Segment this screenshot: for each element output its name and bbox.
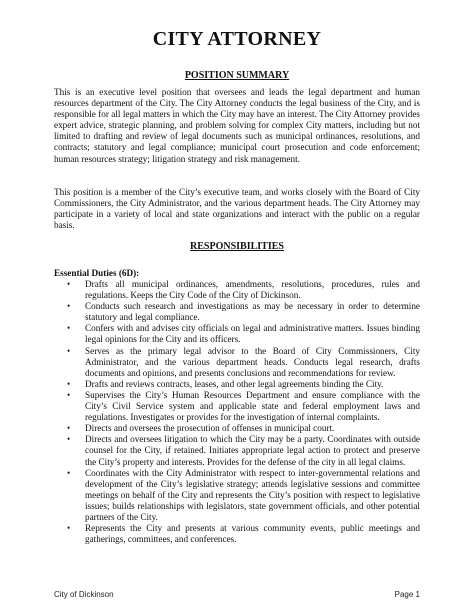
bullet-icon: • — [67, 323, 71, 334]
essential-duties-subheading: Essential Duties (6D): — [54, 268, 140, 278]
list-item — [54, 301, 420, 323]
position-summary-heading: POSITION SUMMARY — [184, 70, 290, 81]
duty-text: Directs and oversees the prosecution of offenses in municipal court. — [85, 423, 335, 434]
bullet-icon: • — [67, 389, 71, 400]
duty-text: Drafts all municipal ordinances, amendments, resolutions, procedures, rules and regulations. Keeps the City Code of the City of Dickinson. — [85, 279, 420, 301]
footer-city-name: City of Dickinson — [54, 590, 114, 599]
bullet-icon: • — [67, 301, 71, 312]
list-item — [54, 379, 420, 390]
duty-text: Directs and oversees litigation to which the City may be a party. Coordinates with outside counsel for the City, if retained. Initiates appropriate legal action to protect and preserve the City’s property and interests. Provides for the defense of the city in all legal claims. — [85, 434, 420, 467]
duties-list — [54, 279, 420, 545]
list-item — [54, 323, 420, 345]
list-item — [54, 468, 420, 523]
page-title: CITY ATTORNEY — [152, 28, 322, 50]
responsibilities-heading: RESPONSIBILITIES — [190, 241, 284, 252]
bullet-icon: • — [67, 467, 71, 478]
duty-text: Conducts such research and investigations as may be necessary in order to determine statutory and legal compliance. — [85, 301, 420, 323]
bullet-icon: • — [67, 378, 71, 389]
list-item — [54, 346, 420, 379]
list-item — [54, 279, 420, 301]
list-item — [54, 423, 420, 434]
bullet-icon: • — [67, 523, 71, 534]
footer-page-number: Page 1 — [394, 590, 420, 599]
list-item — [54, 523, 420, 545]
bullet-icon: • — [67, 279, 71, 289]
duty-text: Serves as the primary legal advisor to the Board of City Commissioners, City Administrator, and the various department heads. Conducts legal research, drafts documents and opinions, and presents conclusions and recommendations for review. — [85, 345, 420, 378]
bullet-icon: • — [67, 423, 71, 434]
position-summary-paragraph-2: This position is a member of the City’s executive team, and works closely with the Board of City Commissioners, the City Administrator, and the various department heads. The City Attorney may participate in a variety of local and state organizations and interact with the public on a regular basis. — [54, 187, 420, 231]
list-item — [54, 434, 420, 467]
duty-text: Supervises the City’s Human Resources Department and ensure compliance with the City’s Civil Service system and applicable state and federal employment laws and regulations. Investigates or provides for the investigation of internal complaints. — [85, 389, 420, 423]
duty-text: Drafts and reviews contracts, leases, and other legal agreements binding the City. — [85, 378, 384, 389]
list-item — [54, 390, 420, 423]
duty-text: Represents the City and presents at various community events, public meetings and gatherings, committees, and conferences. — [85, 523, 420, 545]
bullet-icon: • — [67, 434, 71, 445]
duty-text: Coordinates with the City Administrator with respect to inter-governmental relations and development of the City’s legislative strategy; attends legislative sessions and committee meetings on behalf of the City and represents the City’s position with respect to legislative issues; builds relationships with legislators, state government officials, and other potential partners of the City. — [85, 467, 420, 522]
duty-text: Confers with and advises city officials on legal and administrative matters. Issues binding legal opinions for the City and its officers. — [85, 323, 420, 345]
bullet-icon: • — [67, 345, 71, 356]
position-summary-paragraph-1: This is an executive level position that oversees and leads the legal department and human resources department of the City. The City Attorney conducts the legal business of the City, and is responsible for all legal matters in which the City may have an interest. The City Attorney provides expert advice, strategic planning, and problem solving for complex City matters, including but not limited to drafting and review of legal documents such as municipal ordinances, resolutions, and contracts; statutory and legal compliance; municipal court prosecution and code enforcement; human resources strategy; litigation strategy and risk management. — [54, 87, 420, 164]
